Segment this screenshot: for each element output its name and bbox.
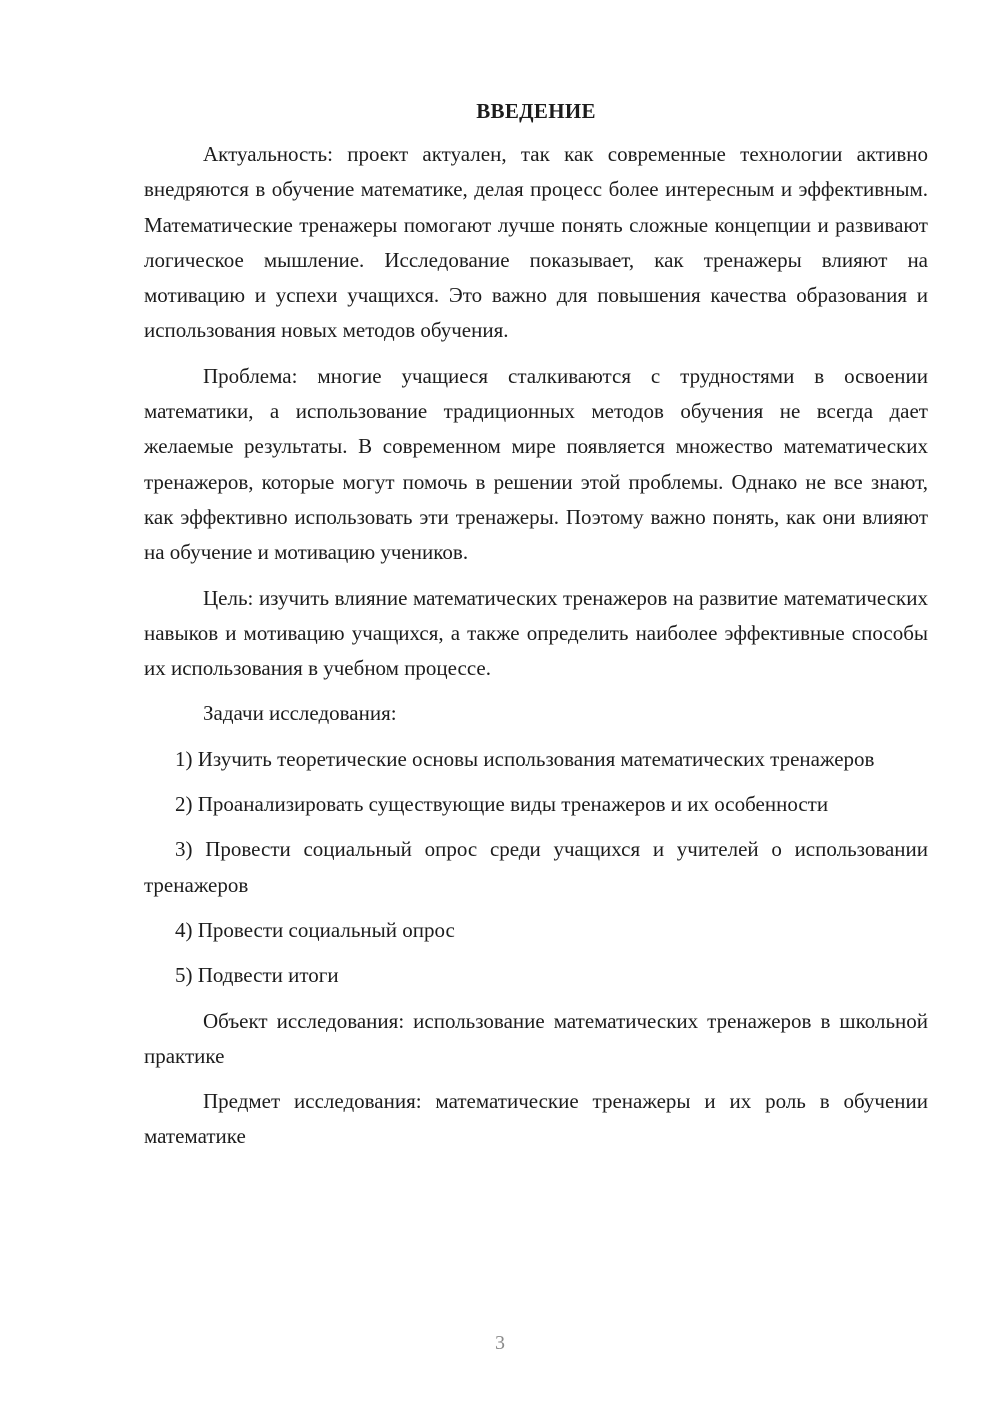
task-item-4: 4) Провести социальный опрос <box>175 917 455 942</box>
task-item-2: 2) Проанализировать существующие виды тренажеров и их особенности <box>175 792 829 817</box>
page-number: 3 <box>495 1332 505 1354</box>
task-item-1: 1) Изучить теоретические основы использования математических тренажеров <box>175 746 875 771</box>
tasks-heading: Задачи исследования: <box>203 701 397 726</box>
paragraph-goal: Цель: изучить влияние математических тренажеров на развитие математических навыков и мотивацию учащихся, а также определить наиболее эффективные способы их использования в учебном процессе. <box>144 585 928 681</box>
task-item-5: 5) Подвести итоги <box>175 963 339 988</box>
task-item-3: 3) Провести социальный опрос среди учащихся и учителей о использовании тренажеров <box>144 837 928 897</box>
paragraph-object: Объект исследования: использование математических тренажеров в школьной практике <box>144 1008 928 1068</box>
paragraph-problem: Проблема: многие учащиеся сталкиваются с трудностями в освоении математики, а использование традиционных методов обучения не всегда дает желаемые результаты. В современном мире появляется множество математических тренажеров, которые могут помочь в решении этой проблемы. Однако не все знают, как эффективно использовать эти тренажеры. Поэтому важно понять, как они влияют на обучение и мотивацию учеников. <box>144 363 928 565</box>
page-title: ВВЕДЕНИЕ <box>476 99 596 123</box>
paragraph-subject: Предмет исследования: математические тренажеры и их роль в обучении математике <box>144 1089 928 1149</box>
paragraph-relevance: Актуальность: проект актуален, так как современные технологии активно внедряются в обучение математике, делая процесс более интересным и эффективным. Математические тренажеры помогают лучше понять сложные концепции и развивают логическое мышление. Исследование показывает, как тренажеры влияют на мотивацию и успехи учащихся. Это важно для повышения качества образования и использования новых методов обучения. <box>144 142 928 343</box>
